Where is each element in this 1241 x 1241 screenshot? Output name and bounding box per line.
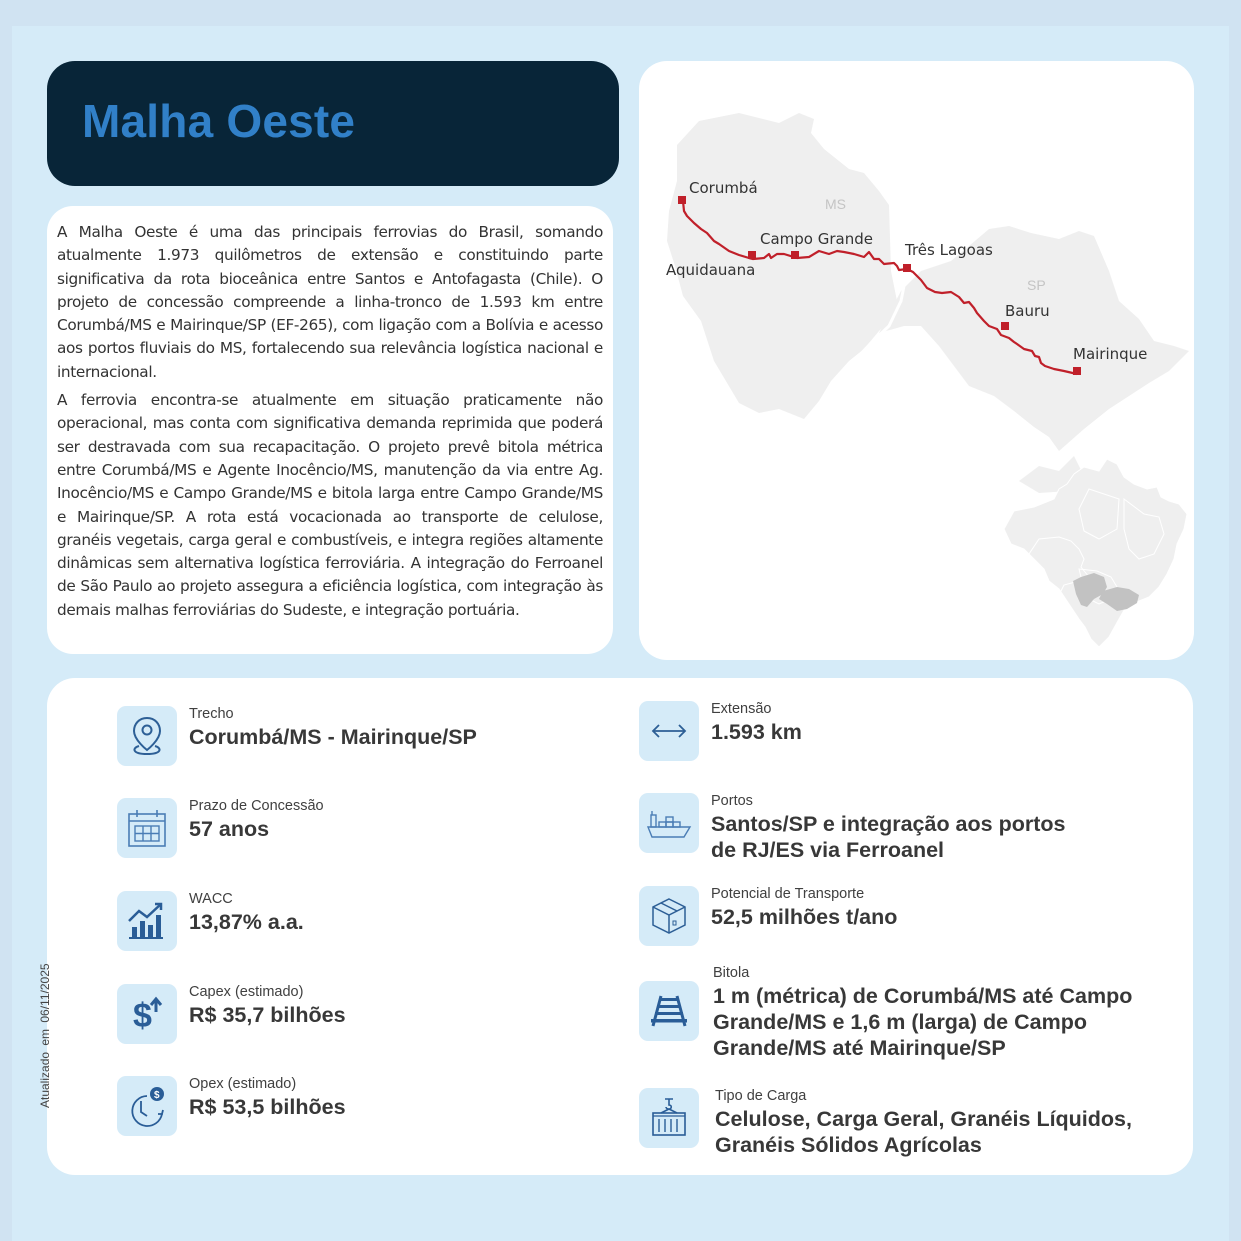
item-label: Opex (estimado) bbox=[189, 1076, 297, 1092]
info-item-wacc bbox=[117, 891, 304, 951]
growth-chart-icon bbox=[117, 891, 177, 951]
item-value-line: Granéis Sólidos Agrícolas bbox=[715, 1133, 982, 1157]
description-card bbox=[47, 206, 613, 654]
station-marker-tres-lagoas bbox=[903, 264, 911, 272]
ship-icon bbox=[639, 793, 699, 853]
info-item-extensao bbox=[639, 701, 802, 761]
item-label: Potencial de Transporte bbox=[711, 886, 865, 902]
info-item-opex bbox=[117, 1076, 346, 1136]
dollar-up-icon bbox=[117, 984, 177, 1044]
station-marker-mairinque bbox=[1073, 367, 1081, 375]
map-card bbox=[639, 61, 1194, 660]
title-banner bbox=[47, 61, 619, 186]
item-value: R$ 53,5 bilhões bbox=[189, 1095, 346, 1119]
item-value-line: Grande/MS e 1,6 m (larga) de Campo bbox=[713, 1010, 1087, 1034]
item-value: 1.593 km bbox=[711, 720, 802, 744]
info-item-trecho bbox=[117, 706, 477, 766]
station-marker-aquidauana bbox=[748, 251, 756, 259]
info-item-prazo bbox=[117, 798, 324, 858]
item-label: WACC bbox=[189, 891, 233, 907]
item-label: Capex (estimado) bbox=[189, 984, 304, 1000]
item-label: Trecho bbox=[189, 706, 234, 722]
clock-dollar-icon bbox=[117, 1076, 177, 1136]
item-label: Bitola bbox=[713, 965, 750, 981]
item-value: 57 anos bbox=[189, 817, 270, 841]
city-label-tres-lagoas: Três Lagoas bbox=[905, 241, 993, 259]
item-value-line: Grande/MS até Mairinque/SP bbox=[713, 1036, 1006, 1060]
description-paragraph: A Malha Oeste é uma das principais ferrovias do Brasil, somando atualmente 1.973 quilômetros de extensão e constituindo parte significativa da rota bioceânica entre Santos e Antofagasta (Chile). O projeto de concessão compreende a linha-tronco de 1.593 km entre Corumbá/MS e Mairinque/SP (EF-265), com ligação com a Bolívia e acesso aos portos fluviais do MS, fortalecendo sua relevância logística nacional e internacional. bbox=[57, 223, 603, 381]
location-pin-icon bbox=[117, 706, 177, 766]
item-value: R$ 35,7 bilhões bbox=[189, 1003, 346, 1027]
city-label-bauru: Bauru bbox=[1005, 302, 1050, 320]
info-item-tipo-carga bbox=[639, 1088, 1132, 1158]
item-value-line: 1 m (métrica) de Corumbá/MS até Campo bbox=[713, 984, 1133, 1008]
city-label-corumba: Corumbá bbox=[689, 179, 758, 197]
info-item-capex bbox=[117, 984, 346, 1044]
info-card bbox=[47, 678, 1193, 1175]
item-label: Prazo de Concessão bbox=[189, 798, 324, 814]
updated-date: Atualizado em 06/11/2025 bbox=[38, 963, 52, 1108]
item-label: Portos bbox=[711, 793, 753, 809]
state-label-sp: SP bbox=[1027, 277, 1046, 293]
station-marker-campo-grande bbox=[791, 251, 799, 259]
calendar-icon bbox=[117, 798, 177, 858]
info-item-potencial bbox=[639, 886, 897, 946]
item-label: Tipo de Carga bbox=[715, 1088, 807, 1104]
city-label-campo-grande: Campo Grande bbox=[760, 230, 873, 248]
info-item-portos bbox=[639, 793, 1065, 863]
station-marker-corumba bbox=[678, 196, 686, 204]
info-item-bitola bbox=[639, 965, 1132, 1061]
station-marker-bauru bbox=[1001, 322, 1009, 330]
state-label-ms: MS bbox=[825, 196, 846, 212]
item-value: 52,5 milhões t/ano bbox=[711, 905, 898, 929]
svg-text:$: $ bbox=[133, 997, 152, 1034]
svg-text:$: $ bbox=[154, 1090, 160, 1101]
rail-track-icon bbox=[639, 981, 699, 1041]
item-label: Extensão bbox=[711, 701, 772, 717]
item-value-line: de RJ/ES via Ferroanel bbox=[711, 838, 945, 862]
item-value: 13,87% a.a. bbox=[189, 910, 304, 934]
container-icon bbox=[639, 1088, 699, 1148]
description-paragraph: A ferrovia encontra-se atualmente em situação praticamente não operacional, mas conta com significativa demanda reprimida que poderá ser destravada com sua recapacitação. O projeto prevê bitola métrica entre Corumbá/MS e Agente Inocêncio/MS, manutenção da via entre Ag. Inocêncio/MS e Campo Grande/MS e bitola larga entre Campo Grande/MS e Mairinque/SP. A rota está vocacionada ao transporte de celulose, granéis vegetais, carga geral e combustíveis, e integra regiões altamente dinâmicas sem alternativa logística ferroviária. A integração do Ferroanel de São Paulo ao projeto assegura a eficiência logística, com integração às demais malhas ferroviárias do Sudeste, e integração portuária. bbox=[57, 391, 603, 619]
city-label-aquidauana: Aquidauana bbox=[666, 261, 756, 279]
item-value-line: Celulose, Carga Geral, Granéis Líquidos, bbox=[715, 1107, 1132, 1131]
box-icon bbox=[639, 886, 699, 946]
page-title: Malha Oeste bbox=[82, 95, 356, 147]
double-arrow-icon bbox=[639, 701, 699, 761]
city-label-mairinque: Mairinque bbox=[1073, 345, 1148, 363]
item-value-line: Santos/SP e integração aos portos bbox=[711, 812, 1066, 836]
route-map bbox=[639, 61, 1194, 660]
item-value: Corumbá/MS - Mairinque/SP bbox=[189, 725, 477, 749]
sp-state-shape bbox=[879, 226, 1189, 451]
